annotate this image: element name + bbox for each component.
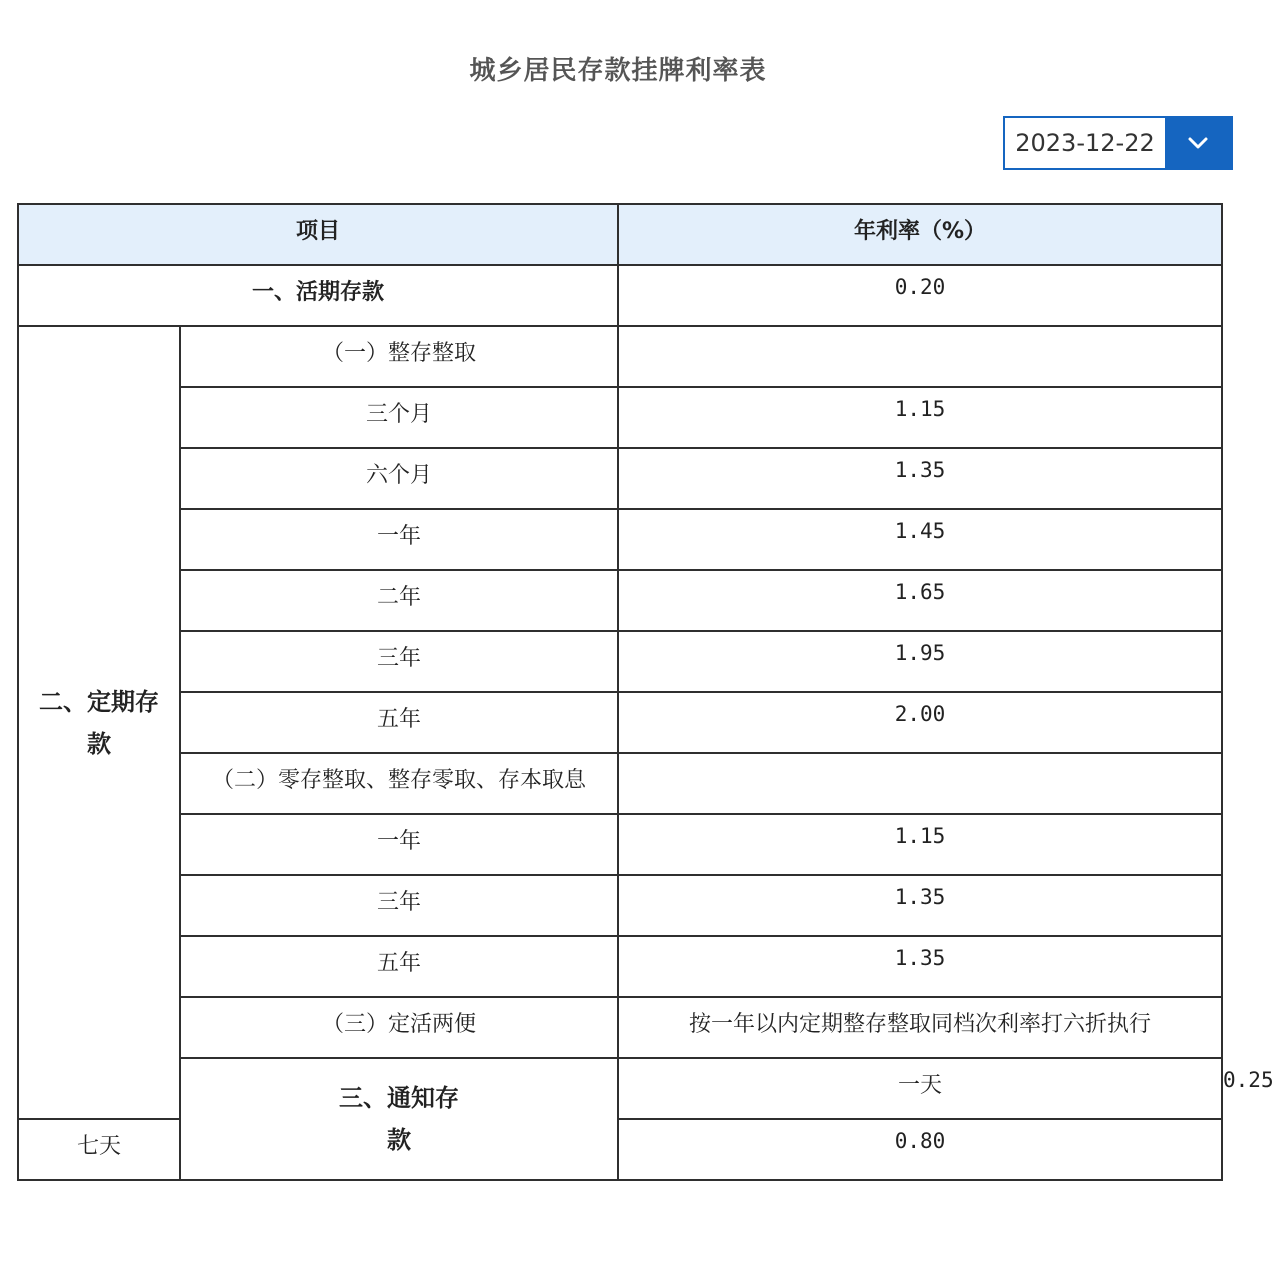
section-label: （三）定活两便 (180, 997, 618, 1058)
table-row (18, 570, 1222, 631)
rate-cell (618, 326, 1222, 387)
row-label-demand: 一、活期存款 (18, 265, 618, 326)
term-cell: 一天 (618, 1058, 1222, 1119)
table-row (18, 692, 1222, 753)
term-cell: 三年 (180, 875, 618, 936)
table-row (18, 631, 1222, 692)
table-row (18, 387, 1222, 448)
term-cell: 五年 (180, 936, 618, 997)
interest-rate-table (17, 203, 1274, 1181)
rate-cell: 按一年以内定期整存整取同档次利率打六折执行 (618, 997, 1222, 1058)
chevron-down-icon (1187, 136, 1209, 150)
term-cell: 五年 (180, 692, 618, 753)
rate-cell: 1.95 (618, 631, 1222, 692)
rate-cell: 1.15 (618, 814, 1222, 875)
table-row (18, 448, 1222, 509)
rate-cell: 2.00 (618, 692, 1222, 753)
table-row-demand (18, 265, 1222, 326)
table-row: 三、通知存 款 一天 0.25 (18, 1058, 1222, 1119)
table-row (18, 326, 1222, 387)
term-cell: 一年 (180, 814, 618, 875)
rate-cell: 0.20 (618, 265, 1222, 326)
rate-cell: 0.80 (618, 1119, 1222, 1180)
term-cell: 二年 (180, 570, 618, 631)
term-cell: 三个月 (180, 387, 618, 448)
date-select-value[interactable]: 2023-12-22 (1005, 118, 1165, 168)
rate-cell: 1.45 (618, 509, 1222, 570)
rate-cell: 1.15 (618, 387, 1222, 448)
rate-cell: 1.35 (618, 448, 1222, 509)
term-cell: 六个月 (180, 448, 618, 509)
table-row (18, 753, 1222, 814)
table-row (18, 814, 1222, 875)
header-rate: 年利率（%） (618, 204, 1222, 265)
header-item: 项目 (18, 204, 618, 265)
table-row (18, 997, 1222, 1058)
rate-cell: 1.35 (618, 875, 1222, 936)
rate-cell: 1.65 (618, 570, 1222, 631)
table-row (18, 936, 1222, 997)
page-title: 城乡居民存款挂牌利率表 (469, 56, 767, 86)
section-label: （二）零存整取、整存零取、存本取息 (180, 753, 618, 814)
date-select-toggle-button[interactable] (1165, 118, 1231, 168)
rate-cell: 1.35 (618, 936, 1222, 997)
date-select[interactable] (1003, 116, 1233, 170)
table-header-row (18, 204, 1222, 265)
group-label-time-deposit: 二、定期存 款 (18, 326, 180, 1119)
table-row (18, 509, 1222, 570)
term-cell: 三年 (180, 631, 618, 692)
term-cell: 一年 (180, 509, 618, 570)
term-cell: 七天 (18, 1119, 180, 1180)
group-label-notice: 三、通知存 款 (180, 1058, 618, 1180)
section-label: （一）整存整取 (180, 326, 618, 387)
rate-cell (618, 753, 1222, 814)
table-row (18, 875, 1222, 936)
